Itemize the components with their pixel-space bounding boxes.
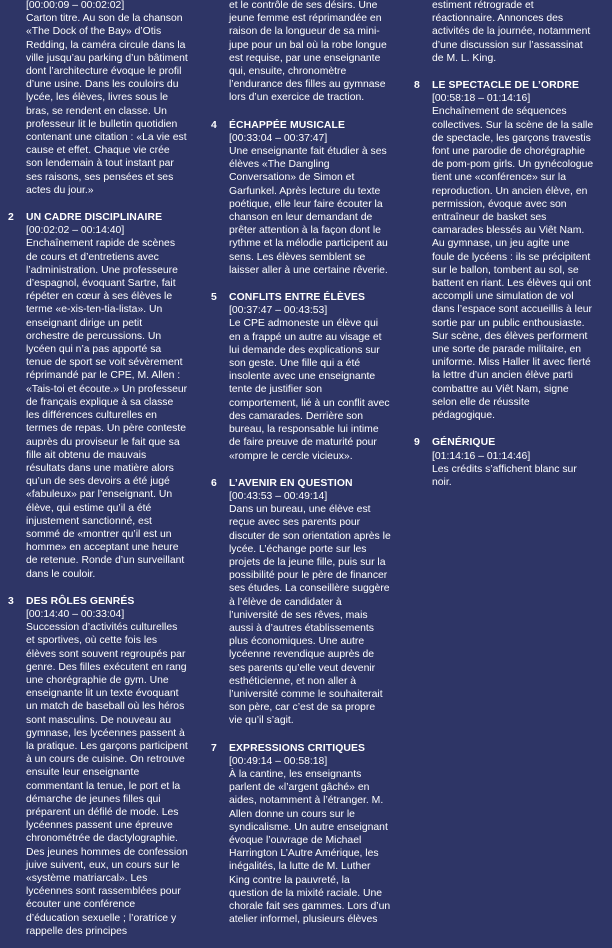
section-body: et le contrôle de ses désirs. Une jeune femme est réprimandée en raison de la longueur de sa mini-jupe pour un bal où la robe longue est requise, par une enseignante qui, ensuite, chronomètre l’endurance des filles au gymnase lors d’un exercice de traction. — [229, 0, 387, 104]
section-number: 6 — [211, 477, 217, 489]
section-title: CONFLITS ENTRE ÉLÈVES — [229, 292, 366, 304]
section-body: À la cantine, les enseignants parlent de «l’argent gâché» en aides, notamment à l’étranger. M. Allen donne un cours sur le syndicalisme. Un autre enseignant évoque l’ouvrage de Michael Harrington L’Autre Amérique, les inégalités, la lutte de M. Luther King contre la pauvreté, la question de la mixité raciale. Une chorale fait ses gammes. Lors d’un atelier informel, plusieurs élèves — [229, 768, 391, 926]
section-body: Une enseignante fait étudier à ses élèves «The Dangling Conversation» de Simon et Garfunkel. Après lecture du texte poétique, elle leur faire écouter la chanson en leur demandant de prêter attention à la façon dont le rythme et la mélodie participent au sens. Les élèves semblent se laisser aller à une certaine rêverie. — [229, 146, 388, 276]
section-body: Carton titre. Au son de la chanson «The Dock of the Bay» d’Otis Redding, la caméra circule dans la ville jusqu’au parking d’un bâtiment dont l’architecture évoque le profil d’une usine. Dans les couloirs du lycée, les élèves, livres sous le bras, se rendent en classe. Un professeur lit le bulletin quotidien contenant une citation : «La vie est cause et effet. Chaque vie crée son lendemain à tout instant par ses raisons, ses pensées et ses actes du jour.» — [26, 13, 188, 196]
section-timecode: [00:37:47 – 00:43:53] — [229, 305, 328, 317]
section-6 — [211, 477, 391, 728]
section-3 — [8, 595, 188, 938]
section-title: L’AVENIR EN QUESTION — [229, 477, 353, 489]
section-title: DES RÔLES GENRÉS — [26, 595, 135, 607]
section-5 — [211, 291, 391, 463]
section-2 — [8, 211, 188, 581]
section-number: 5 — [211, 292, 217, 304]
section-timecode: [00:02:02 – 00:14:40] — [26, 225, 125, 237]
section-timecode: [01:14:16 – 01:14:46] — [432, 450, 531, 462]
section-body: Le CPE admoneste un élève qui en a frappé un autre au visage et lui demande des explications sur son geste. Une fille qui a été insolente avec une enseignante tente de justifier son comportement, lié à un conflit avec des camarades. Derrière son bureau, la responsable lui intime de faire preuve de maturité pour «rompre le cercle vicieux». — [229, 318, 390, 462]
section-8 — [414, 79, 594, 422]
section-body: Succession d’activités culturelles et sportives, où cette fois les élèves sont souvent regroupés par genre. Des filles exécutent en rang une chorégraphie de gym. Une enseignante lit un texte évoquant un match de baseball où les héros sont masculins. De nouveau au gymnase, les lycéennes passent à la pratique. Les garçons participent à un cours de cuisine. On retrouve ensuite leur enseignante commentant la tenue, le port et la démarche de jeunes filles qui préparent un défilé de mode. Les lycéennes passent une épreuve chronométrée de dactylographie. Des jeunes hommes de confession juive suivent, eux, un cours sur le «système matriarcal». Les lycéennes sont rassemblées pour écouter une conférence d’éducation sexuelle ; l’oratrice y rappelle des principes — [26, 622, 188, 937]
section-body: Dans un bureau, une élève est reçue avec ses parents pour discuter de son orientation après le lycée. L’échange porte sur les projets de la jeune fille, puis sur la possibilité pour le père de financer ses études. La conseillère suggère à l’élève de candidater à l’université de ses rêves, mais aussi à d’autres établissements plus économiques. Une autre lycéenne revendique auprès de ses parents qu’elle veut devenir esthéticienne, et non aller à l’université comme le souhaiterait son père, car c’est de sa propre vie qu’il s’agit. — [229, 504, 391, 727]
column-2 — [211, 0, 391, 936]
section-number: 3 — [8, 595, 14, 607]
section-timecode: [00:49:14 – 00:58:18] — [229, 755, 328, 767]
section-7 — [211, 742, 391, 927]
section-title: GÉNÉRIQUE — [432, 437, 496, 449]
section-number: 8 — [414, 80, 420, 92]
section-timecode: [00:58:18 – 01:14:16] — [432, 93, 531, 105]
section-title: UN CADRE DISCIPLINAIRE — [26, 212, 163, 224]
section-body: Enchaînement rapide de scènes de cours et d’entretiens avec l’administration. Une professeure d’espagnol, évoquant Sartre, fait répéter en cœur à ses élèves le terme «e-xis-ten-tia-lista». Un enseignant dirige un petit orchestre de percussions. Un lycéen qui n’a pas apporté sa tenue de sport se voit sévèrement réprimandé par le CPE, M. Allen : «Tais-toi et écoute.» Un professeur de français explique à sa classe les différences culturelles en termes de repas. Un père conteste auprès du proviseur le fait que sa fille ait obtenu de mauvais résultats dans une matière alors qu’un de ses devoirs a été jugé «fabuleux» par l’enseignant. Un élève, qui estime qu’il a été injustement sanctionné, est sommé de «montrer qu’il est un homme» en acceptant une heure de retenue. Ronde d’un surveillant dans le couloir. — [26, 238, 188, 580]
section-body: Enchaînement de séquences collectives. Sur la scène de la salle de spectacle, les garçons travestis font une parodie de chorégraphie de pom-pom girls. Un gynécologue tient une «conférence» sur la reproduction. Un ancien élève, en permission, évoque avec son entraîneur de basket ses camarades blessés au Viêt Nam. Au gymnase, un jeu agite une foule de lycéens : ils se précipitent sur le ballon, tombent au sol, se battent en riant. Les élèves qui ont accompli une simulation de vol dans l’espace sont accueillis à leur sortie par un public enthousiaste. Sur scène, des élèves performent une sorte de parade militaire, en uniforme. Miss Haller lit avec fierté la lettre d’un ancien élève parti combattre au Viêt Nam, signe selon elle de réussite pédagogique. — [432, 106, 594, 422]
section-4 — [211, 119, 391, 277]
section-number: 9 — [414, 437, 420, 449]
section-body: estiment rétrograde et réactionnaire. Annonces des activités de la journée, notamment d’une discussion sur l’assassinat de M. L. King. — [432, 0, 591, 64]
section-number: 4 — [211, 119, 217, 131]
column-3 — [414, 0, 594, 499]
section-body: Les crédits s’affichent blanc sur noir. — [432, 463, 577, 488]
section-7-continued — [414, 0, 594, 65]
section-number: 7 — [211, 742, 217, 754]
section-timecode: [00:14:40 – 00:33:04] — [26, 608, 125, 620]
section-title: LE SPECTACLE DE L’ORDRE — [432, 80, 580, 92]
column-1 — [8, 0, 188, 948]
section-3-continued — [211, 0, 391, 105]
section-title: ÉCHAPPÉE MUSICALE — [229, 119, 346, 131]
section-timecode: [00:43:53 – 00:49:14] — [229, 490, 328, 502]
section-1 — [8, 0, 188, 197]
section-title: EXPRESSIONS CRITIQUES — [229, 742, 366, 754]
section-9 — [414, 436, 594, 489]
section-number: 2 — [8, 212, 14, 224]
section-timecode: [00:33:04 – 00:37:47] — [229, 132, 328, 144]
section-timecode: [00:00:09 – 00:02:02] — [26, 0, 125, 11]
